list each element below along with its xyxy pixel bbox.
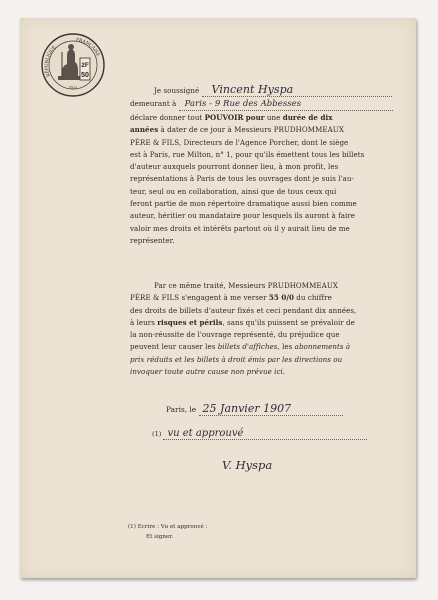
p2-line-8: invoquer toute autre cause non prévue ici. xyxy=(130,367,286,377)
svg-text:RÉPUBLIQUE xyxy=(44,45,57,77)
approval-marker: (1) xyxy=(152,430,162,438)
document-sheet xyxy=(20,18,416,578)
address-handwritten: Paris - 9 Rue des Abbesses xyxy=(179,98,393,111)
p1-line-9: auteur, héritier ou mandataire pour lesquels ils auront à faire xyxy=(130,211,356,221)
soussigne-label: Je soussigné xyxy=(154,86,200,95)
address-line xyxy=(130,98,388,112)
mandate-paragraph xyxy=(130,84,388,247)
signer-line xyxy=(130,84,388,98)
stamp-denomination-top: 2F xyxy=(81,62,89,69)
p2-line-3: des droits de billets d'auteur fixés et ceci pendant dix années, xyxy=(130,305,357,315)
stamp-denomination-bottom: 50 xyxy=(81,72,89,79)
p1-line-7: teur, seul ou en collaboration, ainsi que de tous ceux qui xyxy=(130,186,337,196)
signer-name-handwritten: Vincent Hyspa xyxy=(202,84,392,97)
date-place-label: Paris, le xyxy=(166,405,197,414)
demeurant-label: demeurant à xyxy=(130,99,177,108)
approval-handwritten: vu et approuvé xyxy=(163,428,367,440)
p2-line-5: la non-réussite de l'ouvrage représenté, du préjudice que xyxy=(130,330,340,340)
p1-line-1: déclare donner tout POUVOIR pour une durée de dix xyxy=(130,113,333,122)
p1-line-5: d'auteur auxquels pourront donner lieu, à mon profit, les xyxy=(130,162,339,172)
signature-handwritten: V. Hyspa xyxy=(222,458,273,472)
p1-line-10: valoir mes droits et intérêts partout où il y aurait lieu de me xyxy=(130,223,350,233)
date-line xyxy=(166,402,366,418)
svg-text:FRANÇAISE xyxy=(76,38,100,58)
footnote-line-2: Et signer. xyxy=(146,534,174,540)
p2-line-4: à leurs risques et périls, sans qu'ils puissent se prévaloir de xyxy=(130,317,355,327)
footnote xyxy=(128,522,207,542)
stamp-value-label: 20 Ct xyxy=(68,85,78,90)
stamp-right-text: FRANÇAISE xyxy=(75,37,101,58)
stamp-lettering xyxy=(40,32,106,98)
stamp-left-text: RÉPUBLIQUE xyxy=(44,45,58,78)
p2-line-7: prix réduits et les billets à droit émis par les directions ou xyxy=(130,354,343,364)
footnote-line-1: (1) Ecrire : Vu et approuvé : xyxy=(128,524,208,530)
p1-line-3: PÈRE & FILS, Directeurs de l'Agence Porcher, dont le siège xyxy=(130,137,349,147)
p2-line-6: peuvent leur causer les billets d'affiches, les abonnements à xyxy=(130,342,351,352)
p1-line-8: feront partie de mon répertoire dramatique aussi bien comme xyxy=(130,199,357,209)
p1-line-2: années à dater de ce jour à Messieurs PRUDHOMMEAUX xyxy=(130,125,344,135)
p1-line-4: est à Paris, rue Milton, n° 1, pour qu'ils émettent tous les billets xyxy=(130,149,365,159)
p1-line-6: représentations à Paris de tous les ouvrages dont je suis l'au- xyxy=(130,174,354,184)
fiscal-stamp xyxy=(40,32,106,98)
p2-line-2: PÈRE & FILS s'engagent à me verser 55 0/0 du chiffre xyxy=(130,293,332,303)
date-handwritten: 25 Janvier 1907 xyxy=(199,402,343,416)
approval-line xyxy=(152,428,382,444)
commitment-paragraph xyxy=(130,280,388,378)
p1-line-11: représenter. xyxy=(130,235,175,245)
p2-line-1: Par ce même traité, Messieurs PRUDHOMMEAUX xyxy=(154,281,338,290)
